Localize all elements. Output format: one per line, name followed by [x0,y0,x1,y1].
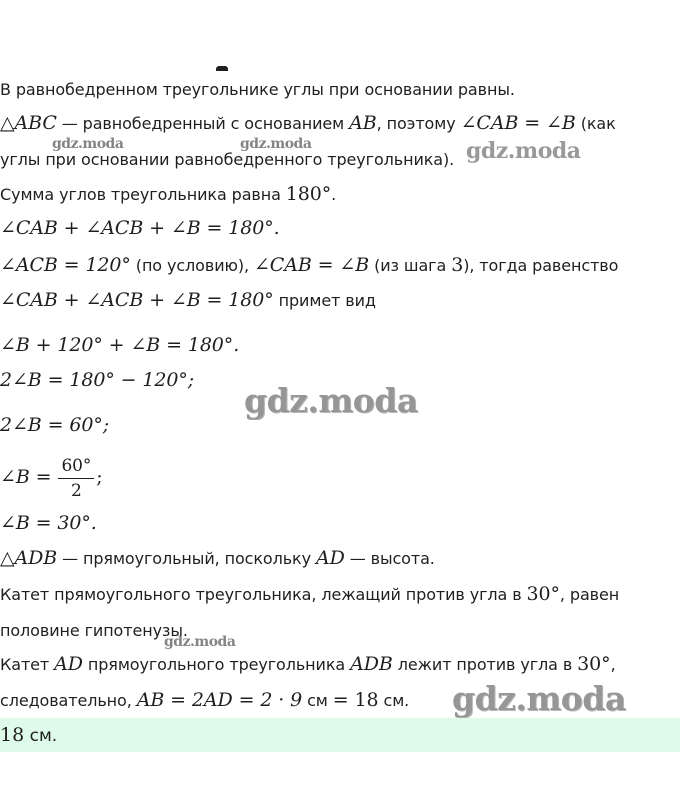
fraction-denominator: 2 [71,481,82,501]
angle-sum-value: 180° [285,183,332,205]
angle-equality-2: ∠CAB = ∠B [253,254,370,276]
watermark-logo: gdz.moda [52,136,124,152]
line-16 [0,653,616,676]
angle-b-equals: ∠B = [0,466,52,488]
triangle-adb-2: ADB [350,653,393,675]
step-number: 3 [451,254,464,276]
line-2 [0,112,616,135]
line-17 [0,689,409,712]
unit-cm-2: см. [378,691,410,710]
line-12 [0,512,97,535]
line-14-text-2: , равен [559,585,620,604]
line-3-text: углы при основании равнобедренного треугольника). [0,150,455,169]
line-16-text-2: прямоугольного треугольника [82,655,351,674]
line-6 [0,254,618,277]
line-6-text-1: (по условию), [130,256,254,275]
line-1-text: В равнобедренном треугольнике углы при основании равны. [0,80,515,99]
line-16-text-1: Катет [0,655,55,674]
line-15 [0,620,188,642]
fraction [58,455,94,502]
equation-step-1: 2∠B = 180° − 120°; [0,369,195,391]
line-10 [0,414,109,437]
watermark-logo: gdz.moda [452,679,626,718]
line-7 [0,289,376,312]
line-1 [0,79,515,101]
triangle-adb: △ADB [0,547,58,569]
fraction-numerator: 60° [58,455,94,479]
line-6-text-2: (из шага [369,256,452,275]
line-9 [0,369,194,392]
top-decoration [216,66,228,71]
equation-substituted: ∠B + 120° + ∠B = 180°. [0,334,240,356]
line-13-text-1: — прямоугольный, поскольку [57,549,316,568]
leg-ad: AD [54,653,83,675]
line-11 [0,453,103,502]
line-4-text: Сумма углов треугольника равна [0,185,286,204]
line-13-text-2: — высота. [344,549,435,568]
line-16-end: , [610,655,616,674]
answer-value: 18 [0,724,25,746]
line-4 [0,183,336,206]
equation-angle-sum: ∠CAB + ∠ACB + ∠B = 180°. [0,217,280,239]
height-ad: AD [315,547,345,569]
watermark-logo: gdz.moda [240,136,312,152]
line-14-text-1: Катет прямоугольного треугольника, лежащий против угла в [0,585,527,604]
line-11-end: ; [96,466,103,488]
line-15-text: половине гипотенузы. [0,621,188,640]
angle-acb-given: ∠ACB = 120° [0,254,131,276]
unit-cm-1: см [302,691,333,710]
triangle-abc: △ABC [0,112,57,134]
answer-unit: см. [24,726,58,746]
equation-result: ∠B = 30°. [0,512,97,534]
line-8 [0,334,239,357]
answer-box [0,718,680,752]
line-2-text-2: , поэтому [376,114,461,133]
ab-calculation: AB = 2AD = 2 · 9 [136,689,303,711]
line-4-end: . [331,185,337,204]
angle-equality: ∠CAB = ∠B [460,112,576,134]
watermark-logo: gdz.moda [466,138,581,164]
line-16-text-3: лежит против угла в [392,655,578,674]
base-ab: AB [349,112,377,134]
line-7-text: примет вид [273,291,376,310]
line-5 [0,217,280,240]
line-13 [0,547,435,570]
line-14 [0,583,619,606]
line-2-text-1: — равнобедренный с основанием [56,114,350,133]
line-17-text-1: следовательно, [0,691,137,710]
line-6-text-3: ), тогда равенство [463,256,619,275]
equation-step-2: 2∠B = 60°; [0,414,110,436]
angle-30-2: 30° [577,653,611,675]
watermark-logo: gdz.moda [164,634,236,650]
ab-result: = 18 [332,689,379,711]
line-3 [0,149,454,171]
watermark-logo: gdz.moda [244,381,418,420]
equation-angle-sum-2: ∠CAB + ∠ACB + ∠B = 180° [0,289,274,311]
line-2-text-3: (как [575,114,616,133]
angle-30: 30° [526,583,560,605]
answer-text [0,723,57,748]
